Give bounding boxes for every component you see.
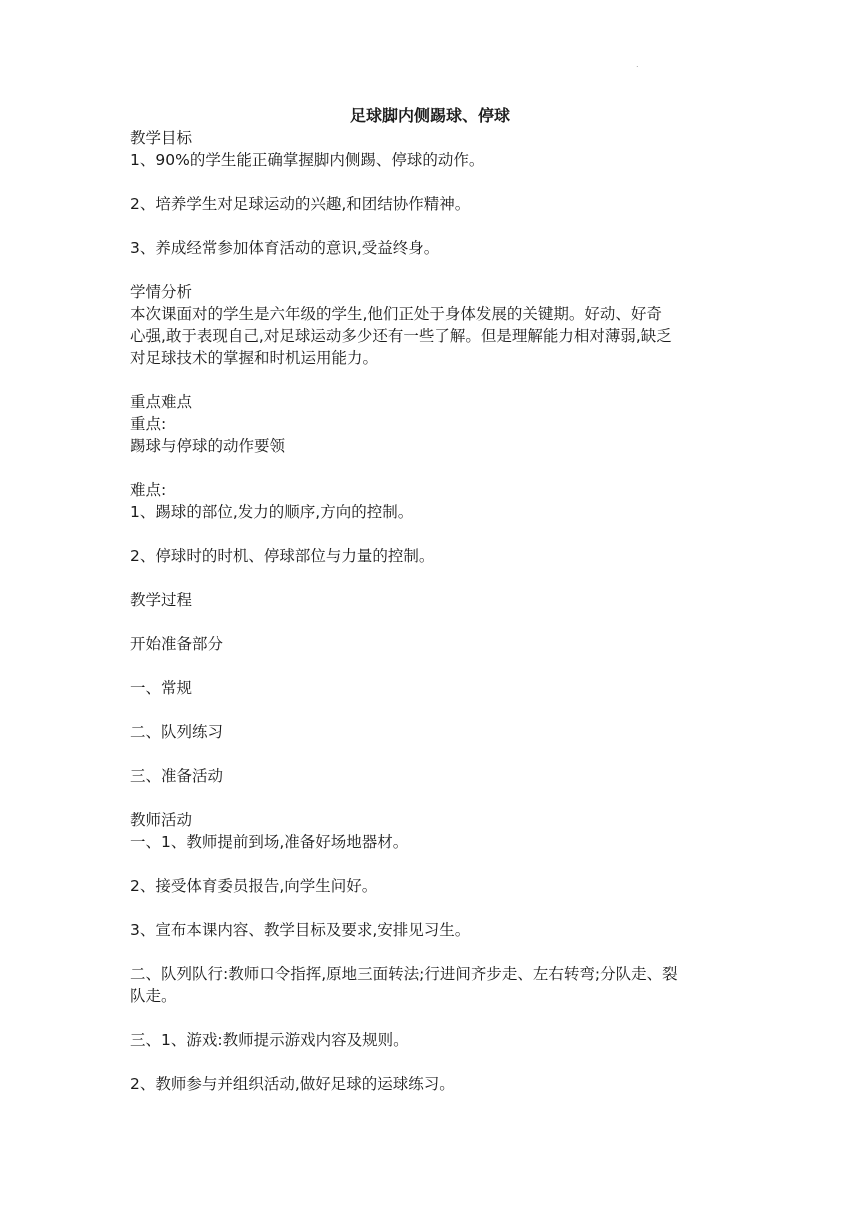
header-dot: . <box>636 60 639 69</box>
teacher-item-4-line-2: 队走。 <box>130 987 177 1005</box>
teacher-item-1: 一、1、教师提前到场,准备好场地器材。 <box>130 833 409 851</box>
teacher-item-2: 2、接受体育委员报告,向学生问好。 <box>130 877 378 895</box>
section-heading-objectives: 教学目标 <box>130 129 193 147</box>
section-heading-process: 教学过程 <box>130 591 193 609</box>
analysis-line-3: 对足球技术的掌握和时机运用能力。 <box>130 349 379 367</box>
keypoint-label: 重点: <box>130 415 167 433</box>
keypoint-text: 踢球与停球的动作要领 <box>130 437 286 455</box>
analysis-line-1: 本次课面对的学生是六年级的学生,他们正处于身体发展的关键期。好动、好奇 <box>130 305 662 323</box>
objective-3: 3、养成经常参加体育活动的意识,受益终身。 <box>130 239 440 257</box>
teacher-item-6: 2、教师参与并组织活动,做好足球的运球练习。 <box>130 1075 455 1093</box>
section-heading-analysis: 学情分析 <box>130 283 193 301</box>
difficulty-2: 2、停球时的时机、停球部位与力量的控制。 <box>130 547 435 565</box>
difficulty-label: 难点: <box>130 481 167 499</box>
teacher-item-5: 三、1、游戏:教师提示游戏内容及规则。 <box>130 1031 409 1049</box>
teacher-item-3: 3、宣布本课内容、教学目标及要求,安排见习生。 <box>130 921 471 939</box>
page-title: 足球脚内侧踢球、停球 <box>349 106 510 125</box>
subsection-preparation: 开始准备部分 <box>130 635 224 653</box>
difficulty-1: 1、踢球的部位,发力的顺序,方向的控制。 <box>130 503 414 521</box>
section-heading-keypoints: 重点难点 <box>130 393 193 411</box>
objective-2: 2、培养学生对足球运动的兴趣,和团结协作精神。 <box>130 195 471 213</box>
analysis-line-2: 心强,敢于表现自己,对足球运动多少还有一些了解。但是理解能力相对薄弱,缺乏 <box>130 327 672 345</box>
objective-1: 1、90%的学生能正确掌握脚内侧踢、停球的动作。 <box>130 151 485 169</box>
prep-item-3: 三、准备活动 <box>130 767 224 785</box>
section-heading-teacher: 教师活动 <box>130 811 193 829</box>
prep-item-1: 一、常规 <box>130 679 193 697</box>
prep-item-2: 二、队列练习 <box>130 723 224 741</box>
teacher-item-4-line-1: 二、队列队行:教师口令指挥,原地三面转法;行进间齐步走、左右转弯;分队走、裂 <box>130 965 678 983</box>
